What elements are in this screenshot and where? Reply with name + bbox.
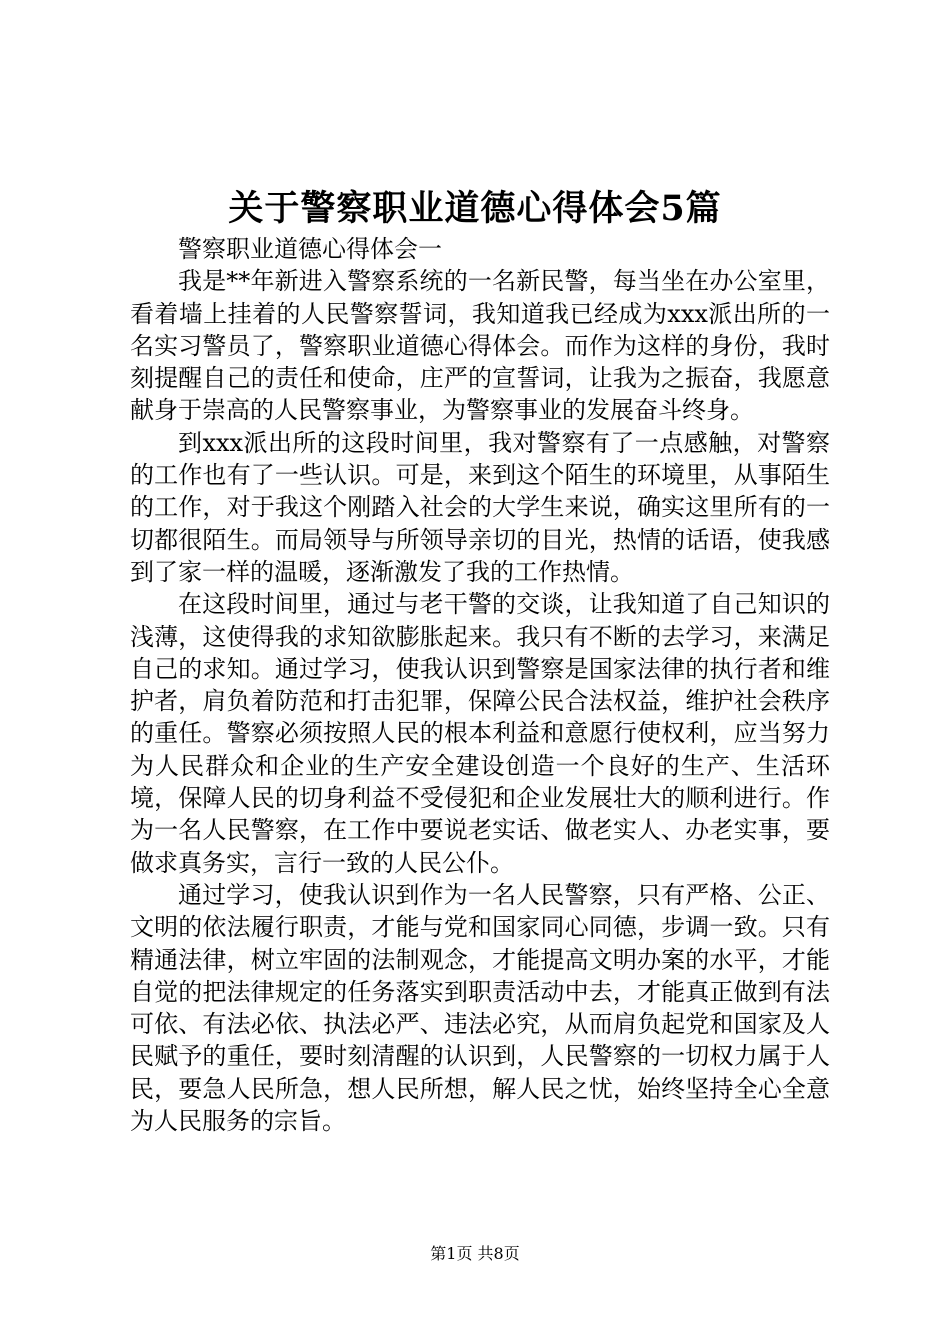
- body-paragraph: 我是**年新进入警察系统的一名新民警，每当坐在办公室里，看着墙上挂着的人民警察誓词，我知道我已经成为xxx派出所的一名实习警员了，警察职业道德心得体会。而作为这样的身份，我时刻提醒自己的责任和使命，庄严的宣誓词，让我为之振奋，我愿意献身于崇高的人民警察事业，为警察事业的发展奋斗终身。: [130, 267, 830, 425]
- section-heading: 警察职业道德心得体会一: [178, 235, 442, 263]
- body-paragraph: 通过学习，使我认识到作为一名人民警察，只有严格、公正、文明的依法履行职责，才能与党和国家同心同德，步调一致。只有精通法律，树立牢固的法制观念，才能提高文明办案的水平，才能自觉的把法律规定的任务落实到职责活动中去，才能真正做到有法可依、有法必依、执法必严、违法必究，从而肩负起党和国家及人民赋予的重任，要时刻清醒的认识到，人民警察的一切权力属于人民，要急人民所急，想人民所想，解人民之忧，始终坚持全心全意为人民服务的宗旨。: [130, 880, 830, 1136]
- page-footer: 第1页 共8页: [430, 1244, 520, 1263]
- document-title: 关于警察职业道德心得体会5篇: [228, 188, 722, 229]
- body-paragraph: 在这段时间里，通过与老干警的交谈，让我知道了自己知识的浅薄，这使得我的求知欲膨胀起来。我只有不断的去学习，来满足自己的求知。通过学习，使我认识到警察是国家法律的执行者和维护者，肩负着防范和打击犯罪，保障公民合法权益，维护社会秩序的重任。警察必须按照人民的根本利益和意愿行使权利，应当努力为人民群众和企业的生产安全建设创造一个良好的生产、生活环境，保障人民的切身利益不受侵犯和企业发展壮大的顺利进行。作为一名人民警察，在工作中要说老实话、做老实人、办老实事，要做求真务实，言行一致的人民公仆。: [130, 590, 830, 877]
- body-paragraph: 到xxx派出所的这段时间里，我对警察有了一点感触，对警察的工作也有了一些认识。可是，来到这个陌生的环境里，从事陌生的工作，对于我这个刚踏入社会的大学生来说，确实这里所有的一切都很陌生。而局领导与所领导亲切的目光，热情的话语，使我感到了家一样的温暖，逐渐激发了我的工作热情。: [130, 428, 830, 586]
- document-body: [130, 233, 830, 1137]
